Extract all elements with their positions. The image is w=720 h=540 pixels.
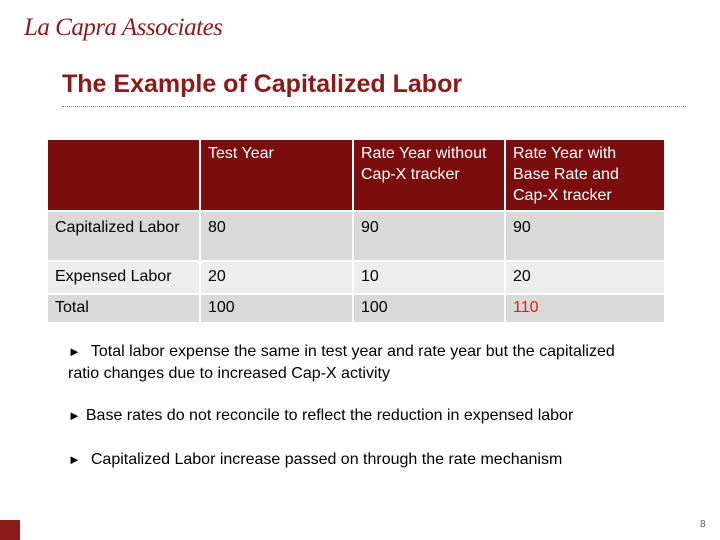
- table-cell: 100: [353, 294, 505, 323]
- table-cell: 80: [200, 211, 353, 261]
- table-row: [48, 294, 665, 323]
- bullet-text: Capitalized Labor increase passed on through the rate mechanism: [90, 451, 563, 468]
- bullet-arrow-icon: ►: [68, 344, 81, 359]
- table-header-cell: Test Year: [200, 140, 353, 211]
- corner-accent-block: [0, 520, 20, 540]
- table-header-row: [48, 140, 665, 211]
- bullet-point: [68, 341, 628, 385]
- company-logo: La Capra Associates: [24, 14, 223, 41]
- row-label: Capitalized Labor: [48, 211, 200, 261]
- capitalized-labor-table: [48, 140, 666, 324]
- table-header-cell: Rate Year with Base Rate and Cap-X tracker: [505, 140, 665, 211]
- bullet-arrow-icon: ►: [68, 452, 81, 467]
- table-header-corner: [48, 140, 200, 211]
- table-cell: 20: [200, 261, 353, 294]
- page-number: 8: [700, 519, 706, 530]
- bullet-text: Total labor expense the same in test year and rate year but the capitalized ratio changes due to increased Cap-X activity: [68, 343, 615, 382]
- title-divider: [62, 106, 686, 107]
- row-label: Expensed Labor: [48, 261, 200, 294]
- row-label: Total: [48, 294, 200, 323]
- table-header-cell: Rate Year without Cap-X tracker: [353, 140, 505, 211]
- table-cell: 10: [353, 261, 505, 294]
- highlighted-total-cell: 110: [505, 294, 665, 323]
- bullet-arrow-icon: ►: [68, 408, 81, 423]
- bullet-point: [68, 405, 668, 427]
- table-cell: 90: [353, 211, 505, 261]
- bullet-text: Base rates do not reconcile to reflect the reduction in expensed labor: [85, 407, 574, 424]
- table-cell: 100: [200, 294, 353, 323]
- slide-title: The Example of Capitalized Labor: [62, 70, 463, 98]
- table-cell: 20: [505, 261, 665, 294]
- bullet-point: [68, 449, 668, 471]
- table-row: [48, 261, 665, 294]
- table-row: [48, 211, 665, 261]
- table-cell: 90: [505, 211, 665, 261]
